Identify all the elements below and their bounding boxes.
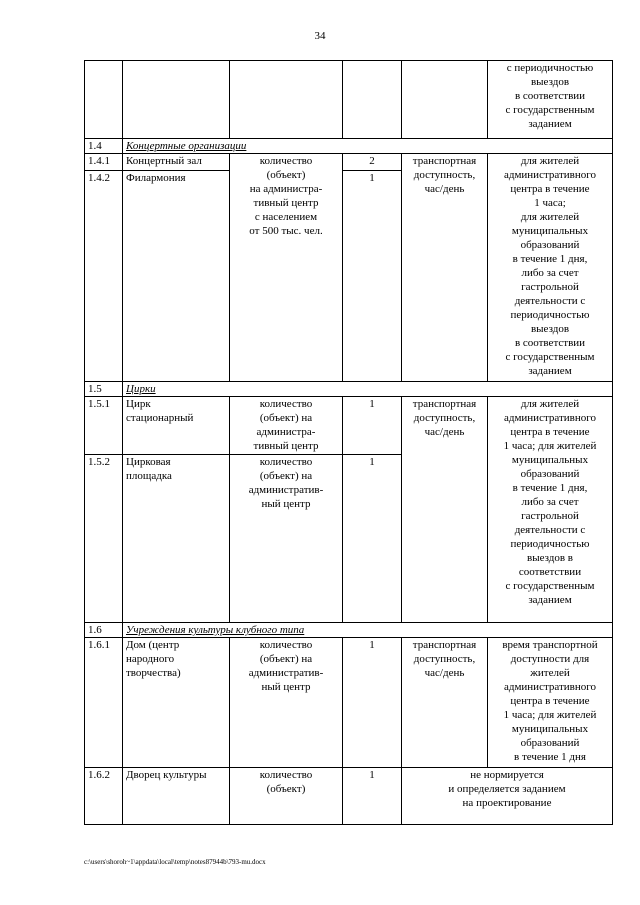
norm-value: 1 [343,397,402,455]
table-cell [343,61,402,139]
table-row [85,154,613,171]
accessibility-cell: транспортная доступность, час/день [402,397,488,623]
facility-name: Цирк стационарный [123,397,230,455]
table-cell [402,61,488,139]
facility-name: Дом (центр народного творчества) [123,638,230,768]
norm-value: 1 [343,768,402,825]
row-number: 1.4.2 [85,171,123,382]
page-number: 34 [314,30,326,42]
section-title: Учреждения культуры клубного типа [123,623,613,638]
footer-file-path: c:\users\shoroh~1\appdata\local\temp\notes87944b\793-mu.docx [84,858,266,866]
unit-cell: количество (объект) на административ- ный центр [230,638,343,768]
table-row [85,768,613,825]
row-number: 1.5.2 [85,455,123,623]
accessibility-cell: транспортная доступность, час/день [402,154,488,382]
row-number: 1.6.2 [85,768,123,825]
section-header-row [85,623,613,638]
section-title: Концертные организации [123,139,613,154]
norm-value: 1 [343,638,402,768]
accessibility-cell: транспортная доступность, час/день [402,638,488,768]
row-number: 1.6.1 [85,638,123,768]
section-number: 1.4 [85,139,123,154]
table-row [85,397,613,455]
facility-name: Филармония [123,171,230,382]
section-number: 1.6 [85,623,123,638]
note-cell: время транспортной доступности для жителей административного центра в течение 1 часа; для жителей муниципальных образований в течение 1 дня [488,638,613,768]
section-header-row [85,139,613,154]
norms-table [84,60,613,825]
continuation-note: с периодичностью выездов в соответствии с государственным заданием [488,61,613,139]
section-number: 1.5 [85,382,123,397]
facility-name: Дворец культуры [123,768,230,825]
table-row [85,61,613,139]
facility-name: Цирковая площадка [123,455,230,623]
unit-cell: количество (объект) на администра- тивный центр с населением от 500 тыс. чел. [230,154,343,382]
section-title: Цирки [123,382,613,397]
section-header-row [85,382,613,397]
note-cell: не нормируется и определяется заданием на проектирование [402,768,613,825]
table-cell [123,61,230,139]
row-number: 1.5.1 [85,397,123,455]
table-cell [230,61,343,139]
norm-value: 1 [343,455,402,623]
facility-name: Концертный зал [123,154,230,171]
norm-value: 1 [343,171,402,382]
unit-cell: количество (объект) на администра- тивный центр [230,397,343,455]
unit-cell: количество (объект) на административ- ный центр [230,455,343,623]
table-row [85,638,613,768]
note-cell: для жителей административного центра в течение 1 часа; для жителей муниципальных образований в течение 1 дня, либо за счет гастрольной деятельности с периодичностью выездов в соответствии с государственным заданием [488,397,613,623]
row-number: 1.4.1 [85,154,123,171]
unit-cell: количество (объект) [230,768,343,825]
norm-value: 2 [343,154,402,171]
note-cell: для жителей административного центра в течение 1 часа; для жителей муниципальных образований в течение 1 дня, либо за счет гастрольной деятельности с периодичностью выездов в соответствии с государственным заданием [488,154,613,382]
table-cell [85,61,123,139]
